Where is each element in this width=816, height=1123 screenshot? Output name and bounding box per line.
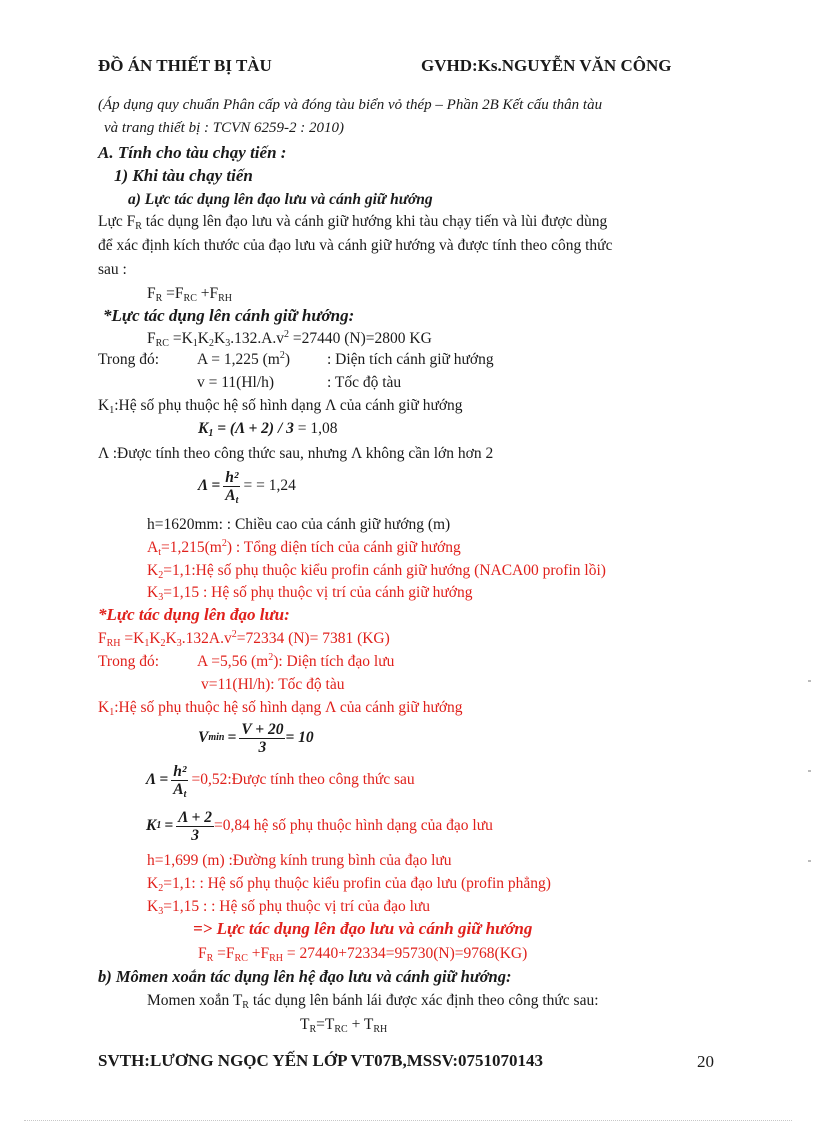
rc-k2: $K_2=1,1:Hệ$ số phụ thuộc kiểu profin cánh giữ hướng (NACA00 profin lồi) [147,562,606,581]
rh-k3: $K_3=1,15$ : : Hệ số phụ thuộc vị trí của đạo lưu [147,898,431,917]
margin-mark [808,680,811,682]
rh-k2: $K_2=1,1$: : Hệ số phụ thuộc kiểu profin của đạo lưu (profin phẳng) [147,875,551,894]
intro-line-1: (Áp dụng quy chuẩn Phân cấp và đóng tàu biển vỏ thép – Phần 2B Kết cấu thân tàu [98,97,603,113]
page-bottom-divider [24,1120,792,1121]
moment-desc: Momen xoắn $T_R$ tác dụng lên bánh lái được xác định theo công thức sau: [147,992,599,1011]
rh-vmin-fraction: $\frac{V + 20}{3}$ [241,720,284,756]
formula-frc: $F_{RC} =K_1K_2K_3.132.A.v^2 =27440$ (N)=2800 KG [147,329,432,349]
rc-total-area: $A_t=1,215(m^2)$ : Tổng diện tích của cánh giữ hướng [147,538,461,558]
rh-lambda-formula: Λ = $\frac{\text{h²}}{A_t}$ =0,52:Được tính theo công thức sau [146,762,415,800]
rc-k3: $K_3=1,15$ : Hệ số phụ thuộc vị trí của cánh giữ hướng [147,584,473,603]
subsection-b-heading: b) Mômen xoắn tác dụng lên hệ đạo lưu và cánh giữ hướng: [98,967,512,986]
doc-header-advisor: GVHD:Ks.NGUYỄN VĂN CÔNG [421,56,672,75]
margin-mark [808,770,811,772]
rc-speed-desc: : Tốc độ tàu [327,374,402,391]
rc-lambda-fraction: $\frac{\text{h²}}{A_t}$ [225,468,239,506]
rh-diameter: h=1,699 (m) :Đường kính trung bình của đạo lưu [147,852,452,869]
doc-footer-student: SVTH:LƯƠNG NGỌC YẾN LỚP VT07B,MSSV:0751070143 [98,1051,544,1070]
formula-fr: $F_R =F_{RC} +F_{RH}$ [147,285,233,304]
intro-line-2: và trang thiết bị : TCVN 6259-2 : 2010) [104,120,344,136]
result-formula: $F_R =F_{RC} +F_{RH} = 27440+72334=95730(N)=9768(KG)$ [198,945,528,964]
formula-frh: $F_{RH} =K_1K_2K_3.132A.v^2=72334$ (N)= 7381 (KG) [98,629,390,649]
moment-formula: $T_R=T_{RC} + T_{RH}$ [300,1016,388,1035]
doc-header-title: ĐỒ ÁN THIẾT BỊ TÀU [98,56,272,75]
rc-lambda-formula: Λ = $\frac{\text{h²}}{A_t}$ = = 1,24 [198,468,296,506]
subsection-1-heading: 1) Khi tàu chạy tiến [114,166,253,185]
rc-lambda-desc: Λ :Được tính theo công thức sau, nhưng Λ không cần lớn hơn 2 [98,445,494,462]
section-a-heading: A. Tính cho tàu chạy tiến : [98,143,287,162]
subsection-a-heading: a) Lực tác dụng lên đạo lưu và cánh giữ hướng [128,191,433,208]
rh-speed: v=11(Hl/h): Tốc độ tàu [201,676,345,693]
rh-area: A =5,56 $(m^2)$: Diện tích đạo lưu [197,652,395,670]
rc-area-value: A = 1,225 $(m^2)$ [197,350,290,368]
page-number: 20 [697,1052,714,1071]
rh-vmin-formula: V min = $\frac{V + 20}{3}$ = 10 [198,720,314,756]
rh-lambda-fraction: $\frac{\text{h²}}{A_t}$ [173,762,187,800]
rc-k1-formula: $K_1 = (\Lambda + 2) / 3 = 1,08$ [198,420,338,439]
rh-k1-fraction: $\frac{\Lambda + 2}{3}$ [178,808,213,844]
rc-height: h=1620mm: : Chiều cao của cánh giữ hướng (m) [147,516,451,533]
paragraph-line-2: để xác định kích thước của đạo lưu và cánh giữ hướng và được tính theo công thức [98,237,613,254]
paragraph-line-3: sau : [98,261,127,278]
rh-k1-desc: $K_1:Hệ$ số phụ thuộc hệ số hình dạng Λ của cánh giữ hướng [98,699,463,718]
rh-k1-formula: K 1 = $\frac{\Lambda + 2}{3}$ =0,84 hệ số phụ thuộc hình dạng của đạo lưu [146,808,493,844]
nozzle-force-heading: *Lực tác dụng lên đạo lưu: [98,605,290,624]
rh-where-label: Trong đó: [98,653,160,670]
rc-where-label: Trong đó: [98,351,160,368]
margin-mark [808,860,811,862]
result-heading: => Lực tác dụng lên đạo lưu và cánh giữ hướng [193,919,533,938]
rc-k1-desc: $K_1:Hệ$ số phụ thuộc hệ số hình dạng Λ của cánh giữ hướng [98,397,463,416]
rc-speed-value: v = 11(Hl/h) [197,374,275,391]
rc-area-desc: : Diện tích cánh giữ hướng [327,351,494,368]
paragraph-line-1: Lực $F_R$ tác dụng lên đạo lưu và cánh giữ hướng khi tàu chạy tiến và lùi được dùng [98,213,608,232]
rudder-force-heading: *Lực tác dụng lên cánh giữ hướng: [103,306,355,325]
